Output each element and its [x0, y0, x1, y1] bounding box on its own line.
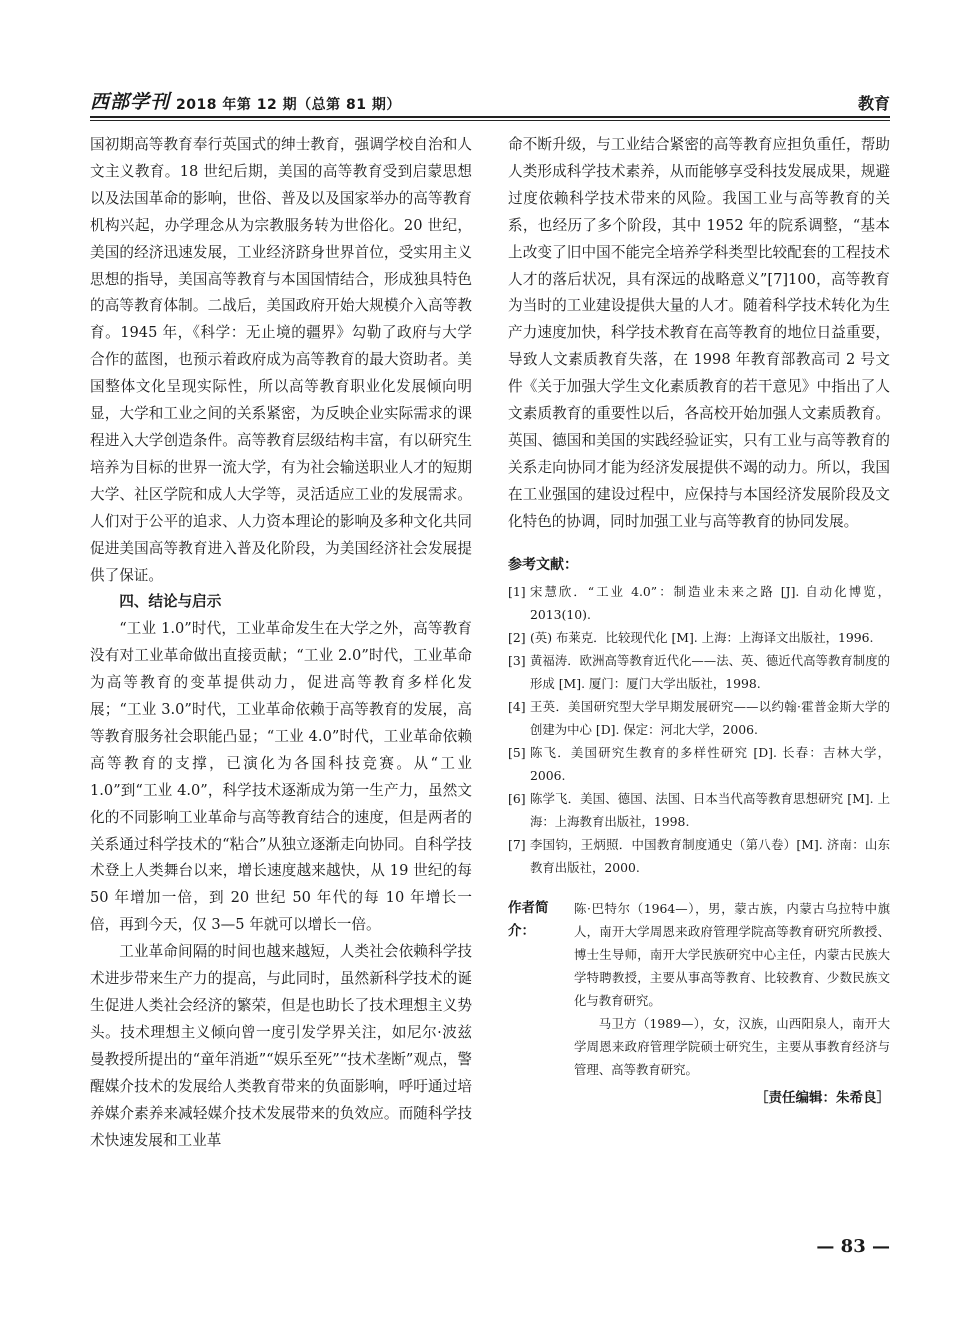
reference-text: 王英．美国研究型大学早期发展研究——以约翰·霍普金斯大学的创建为中心 [D]. 保定：河北大学，2006.	[530, 698, 890, 737]
reference-number: [1]	[508, 583, 526, 599]
reference-text: 李国钧，王炳照．中国教育制度通史（第八卷）[M]. 济南：山东教育出版社，2000.	[530, 836, 890, 875]
reference-number: [4]	[508, 698, 526, 714]
reference-item	[508, 695, 890, 741]
author-bios	[574, 897, 890, 1081]
reference-text: 陈飞．美国研究生教育的多样性研究 [D]. 长春：吉林大学，2006.	[530, 744, 890, 783]
reference-number: [5]	[508, 744, 526, 760]
reference-number: [3]	[508, 652, 526, 668]
reference-text: (英) 布莱克．比较现代化 [M]. 上海：上海译文出版社，1996.	[530, 629, 874, 645]
responsible-editor: ［责任编辑：朱希良］	[755, 1089, 890, 1106]
reference-item	[508, 741, 890, 787]
reference-item	[508, 580, 890, 626]
reference-number: [7]	[508, 836, 526, 852]
section-heading: 四、结论与启示	[119, 593, 222, 611]
reference-item	[508, 833, 890, 879]
reference-number: [2]	[508, 629, 526, 645]
page-number: — 83 —	[816, 1236, 890, 1257]
references-title: 参考文献：	[508, 556, 578, 573]
author-bio: 陈·巴特尔（1964—），男，蒙古族，内蒙古乌拉特中旗人，南开大学周恩来政府管理学院高等教育研究所教授、博士生导师，南开大学民族研究中心主任，内蒙古民族大学特聘教授，主要从事高等教育、比较教育、少数民族文化与教育研究。	[574, 900, 890, 1008]
journal-name: 西部学刊	[90, 91, 171, 113]
reference-text: 陈学飞．美国、德国、法国、日本当代高等教育思想研究 [M]. 上海：上海教育出版社，1998.	[530, 790, 890, 829]
left-column	[90, 132, 472, 1154]
author-bio: 马卫方（1989—），女，汉族，山西阳泉人，南开大学周恩来政府管理学院硕士研究生，主要从事教育经济与管理、高等教育研究。	[574, 1015, 890, 1077]
header-rule-thin	[90, 120, 890, 121]
body-paragraph: “工业 1.0”时代，工业革命发生在大学之外，高等教育没有对工业革命做出直接贡献；“工业 2.0”时代，工业革命为高等教育的变革提供动力，促进高等教育多样化发展；“工业 3.0”时代，工业革命依赖于高等教育的发展，高等教育服务社会职能凸显；“工业 4.0”时代，工业革命依赖高等教育的支撑，已演化为各国科技竞赛。从“工业 1.0”到“工业 4.0”，科学技术逐渐成为第一生产力，虽然文化的不同影响工业革命与高等教育结合的速度，但是两者的关系通过科学技术的“粘合”从独立逐渐走向协同。自科学技术登上人类舞台以来，增长速度越来越快，从 19 世纪的每 50 年增加一倍，到 20 世纪 50 年代的每 10 年增长一倍，再到今天，仅 3—5 年就可以增长一倍。	[90, 620, 472, 934]
reference-text: 黄福涛．欧洲高等教育近代化——法、英、德近代高等教育制度的形成 [M]. 厦门：厦门大学出版社，1998.	[530, 652, 890, 691]
reference-item	[508, 787, 890, 833]
author-intro	[508, 897, 890, 1081]
page-header	[90, 86, 890, 114]
reference-item	[508, 649, 890, 695]
header-rule-thick	[90, 116, 890, 118]
right-column	[508, 132, 890, 1109]
body-paragraph: 工业革命间隔的时间也越来越短，人类社会依赖科学技术进步带来生产力的提高，与此同时，虽然新科学技术的诞生促进人类社会经济的繁荣，但是也助长了技术理想主义势头。技术理想主义倾向曾一度引发学界关注，如尼尔·波兹曼教授所提出的“童年消逝”“娱乐至死”“技术垄断”观点，警醒媒介技术的发展给人类教育带来的负面影响，呼吁通过培养媒介素养来减轻媒介技术发展带来的负效应。而随科学技术快速发展和工业革	[90, 943, 472, 1149]
body-paragraph: 国初期高等教育奉行英国式的绅士教育，强调学校自治和人文主义教育。18 世纪后期，美国的高等教育受到启蒙思想以及法国革命的影响，世俗、普及以及国家举办的高等教育机构兴起，办学理念从为宗教服务转为世俗化。20 世纪，美国的经济迅速发展，工业经济跻身世界首位，受实用主义思想的指导，美国高等教育与本国国情结合，形成独具特色的高等教育体制。二战后，美国政府开始大规模介入高等教育。1945 年，《科学：无止境的疆界》勾勒了政府与大学合作的蓝图，也预示着政府成为高等教育的最大资助者。美国整体文化呈现实际性，所以高等教育职业化发展倾向明显，大学和工业之间的关系紧密，为反映企业实际需求的课程进入大学创造条件。高等教育层级结构丰富，有以研究生培养为目标的世界一流大学，有为社会输送职业人才的短期大学、社区学院和成人大学等，灵活适应工业的发展需求。人们对于公平的追求、人力资本理论的影响及多种文化共同促进美国高等教育进入普及化阶段，为美国经济社会发展提供了保证。	[90, 136, 472, 584]
journal-issue: 2018 年第 12 期（总第 81 期）	[176, 97, 401, 113]
reference-item	[508, 626, 890, 649]
body-paragraph: 命不断升级，与工业结合紧密的高等教育应担负重任，帮助人类形成科学技术素养，从而能够享受科技发展成果，规避过度依赖科学技术带来的风险。我国工业与高等教育的关系，也经历了多个阶段，其中 1952 年的院系调整，“基本上改变了旧中国不能完全培养学科类型比较配套的工程技术人才的落后状况，具有深远的战略意义”[7]100，高等教育为当时的工业建设提供大量的人才。随着科学技术转化为生产力速度加快，科学技术教育在高等教育的地位日益重要，导致人文素质教育失落，在 1998 年教育部教高司 2 号文件《关于加强大学生文化素质教育的若干意见》中指出了人文素质教育的重要性以后，各高校开始加强人文素质教育。英国、德国和美国的实践经验证实，只有工业与高等教育的关系走向协同才能为经济发展提供不竭的动力。所以，我国在工业强国的建设过程中，应保持与本国经济发展阶段及文化特色的协调，同时加强工业与高等教育的协同发展。	[508, 136, 890, 530]
reference-text: 宋慧欣．“工业 4.0”：制造业未来之路 [J]. 自动化博览，2013(10).	[530, 583, 890, 622]
journal-info	[90, 87, 401, 114]
section-name: 教育	[857, 94, 890, 113]
reference-list	[508, 580, 890, 879]
reference-number: [6]	[508, 790, 526, 806]
author-label: 作者简介：	[508, 899, 549, 939]
